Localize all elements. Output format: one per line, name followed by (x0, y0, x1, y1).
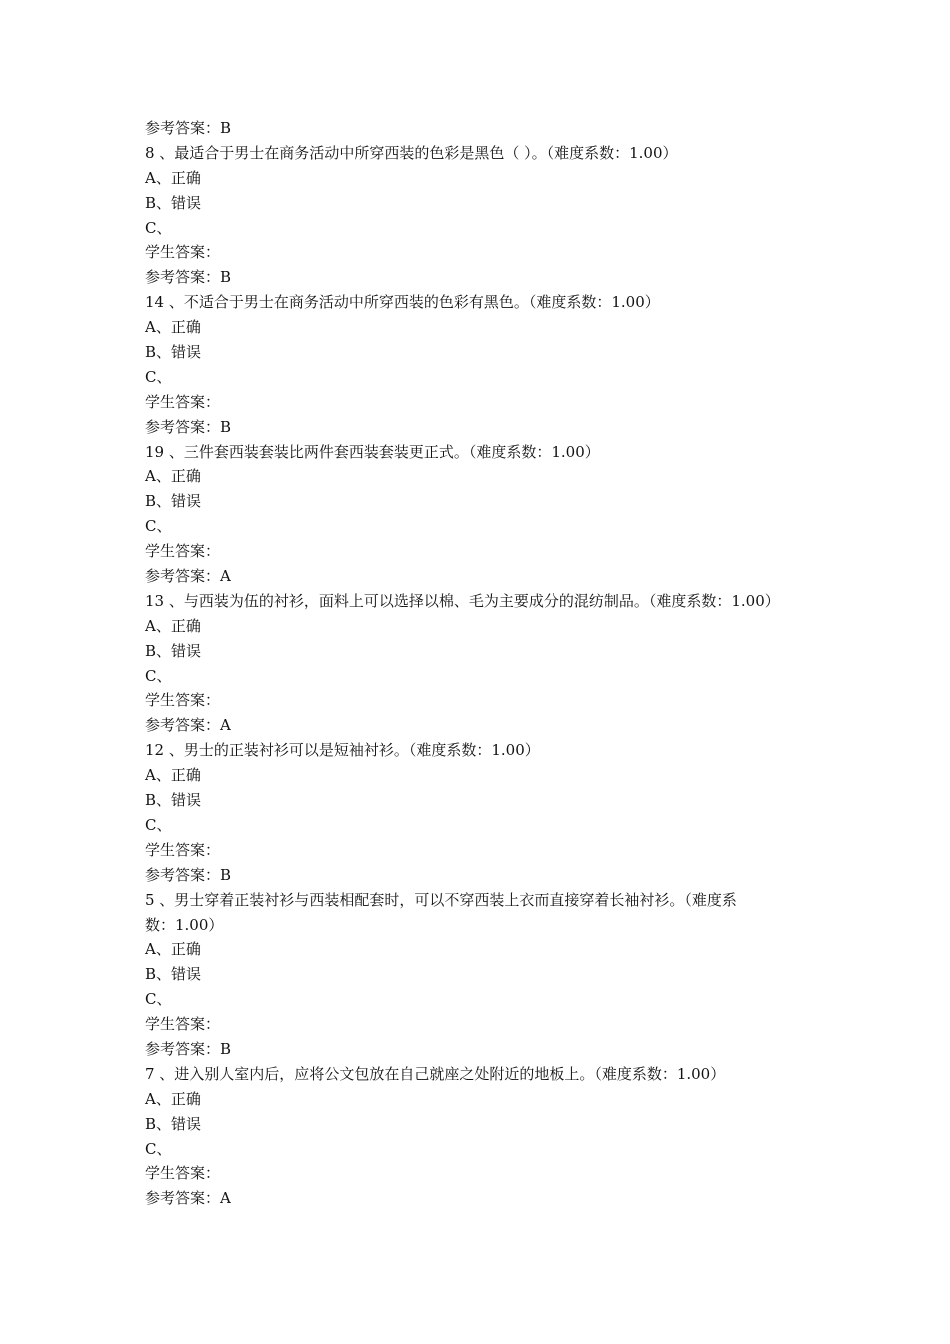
option-a: A、正确 (145, 318, 201, 337)
option-a: A、正确 (145, 168, 201, 187)
option-a: A、正确 (145, 940, 201, 959)
question-7-text: 7 、进入别人室内后，应将公文包放在自己就座之处附近的地板上。（难度系数：1.00） (145, 1064, 726, 1083)
option-b: B、错误 (145, 193, 202, 212)
option-b: B、错误 (145, 343, 202, 362)
answer-key-line: 参考答案：A (145, 716, 231, 735)
question-12-text: 12 、男士的正装衬衫可以是短袖衬衫。（难度系数：1.00） (145, 741, 540, 760)
student-answer-line: 学生答案： (145, 1015, 221, 1034)
question-8-text: 8 、最适合于男士在商务活动中所穿西装的色彩是黑色（ ）。（难度系数：1.00） (145, 143, 678, 162)
answer-key-line: 参考答案：A (145, 1189, 231, 1208)
student-answer-line: 学生答案： (145, 840, 221, 859)
option-c: C、 (145, 367, 172, 386)
option-c: C、 (145, 815, 172, 834)
question-5-text-continued: 数：1.00） (145, 915, 224, 934)
answer-key-line: 参考答案：A (145, 567, 231, 586)
option-a: A、正确 (145, 766, 201, 785)
option-c: C、 (145, 517, 172, 536)
student-answer-line: 学生答案： (145, 243, 221, 262)
option-c: C、 (145, 1139, 172, 1158)
option-c: C、 (145, 666, 172, 685)
option-b: B、错误 (145, 965, 202, 984)
student-answer-line: 学生答案： (145, 1164, 221, 1183)
question-13-text: 13 、与西装为伍的衬衫，面料上可以选择以棉、毛为主要成分的混纺制品。（难度系数：1.00） (145, 591, 780, 610)
question-14-text: 14 、不适合于男士在商务活动中所穿西装的色彩有黑色。（难度系数：1.00） (145, 293, 660, 312)
answer-key-line: 参考答案：B (145, 268, 232, 287)
document-page (145, 116, 815, 1211)
option-c: C、 (145, 990, 172, 1009)
answer-key-line: 参考答案：B (145, 1039, 232, 1058)
answer-key-line: 参考答案：B (145, 417, 232, 436)
option-b: B、错误 (145, 641, 202, 660)
option-a: A、正确 (145, 1089, 201, 1108)
question-19-text: 19 、三件套西装套装比两件套西装套装更正式。（难度系数：1.00） (145, 442, 600, 461)
student-answer-line: 学生答案： (145, 392, 221, 411)
option-a: A、正确 (145, 616, 201, 635)
option-a: A、正确 (145, 467, 201, 486)
answer-key-line: 参考答案：B (145, 119, 232, 137)
option-b: B、错误 (145, 791, 202, 810)
option-b: B、错误 (145, 1114, 202, 1133)
option-b: B、错误 (145, 492, 202, 511)
question-5-text: 5 、男士穿着正装衬衫与西装相配套时，可以不穿西装上衣而直接穿着长袖衬衫。（难度系 (145, 890, 737, 909)
student-answer-line: 学生答案： (145, 542, 221, 561)
student-answer-line: 学生答案： (145, 691, 221, 710)
option-c: C、 (145, 218, 172, 237)
answer-key-line: 参考答案：B (145, 865, 232, 884)
